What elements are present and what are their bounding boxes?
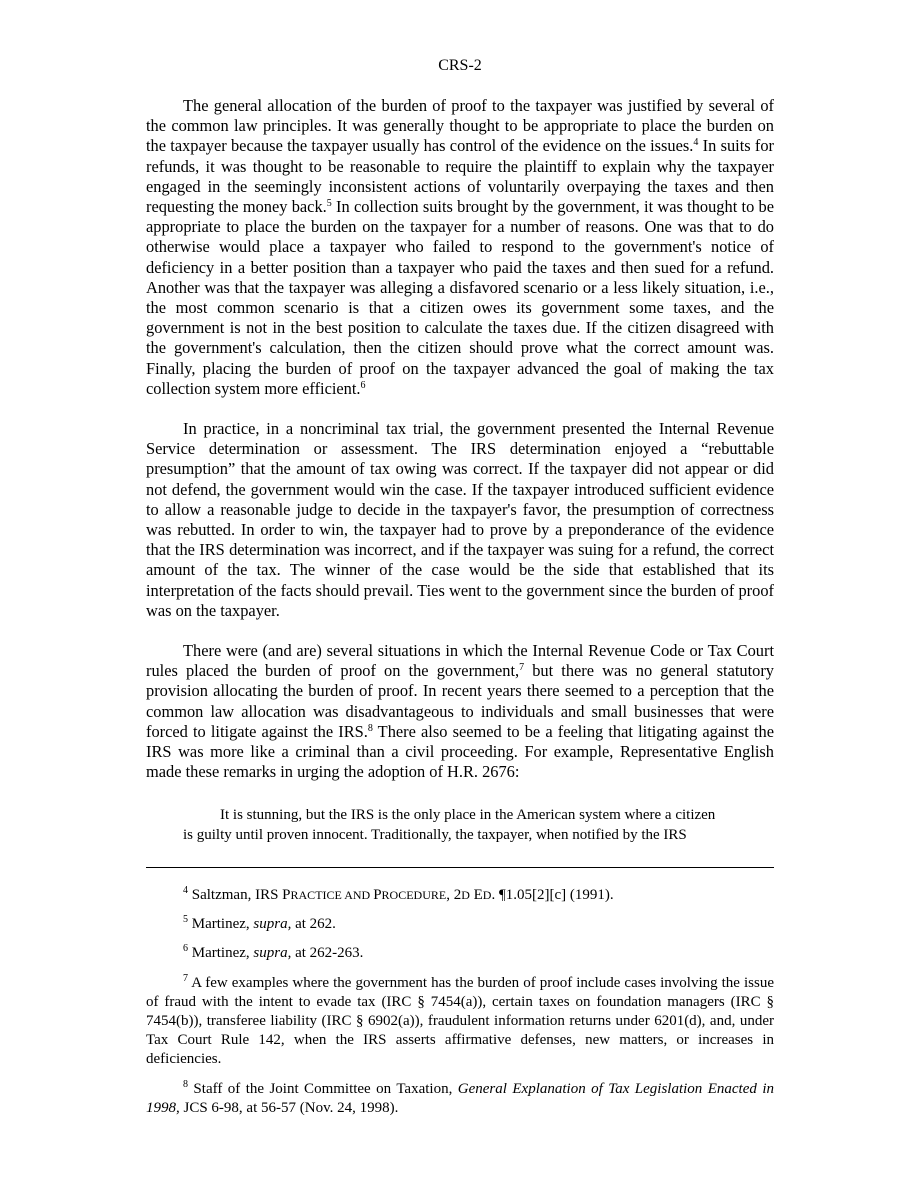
footnote-number: 6 bbox=[183, 943, 188, 955]
quote-line-2: is guilty until proven innocent. Traditionally, the taxpayer, when notified by the IRS bbox=[183, 826, 687, 843]
footnote-divider bbox=[146, 867, 774, 868]
footnote-ref-8[interactable]: 8 bbox=[367, 722, 373, 734]
footnotes-section bbox=[146, 886, 774, 1128]
footnote-ref-6[interactable]: 6 bbox=[360, 379, 366, 391]
quote-line-1: It is stunning, but the IRS is the only place in the American system where a citizen bbox=[220, 806, 716, 823]
footnote-number: 7 bbox=[183, 972, 188, 984]
footnote-number: 8 bbox=[183, 1078, 188, 1090]
body-text bbox=[146, 96, 774, 845]
block-quote bbox=[146, 805, 774, 845]
page-label: CRS-2 bbox=[438, 57, 482, 74]
footnote-5: $^5$ Martinez, supra, at 262. bbox=[183, 914, 336, 933]
paragraph-burden-allocation: The general allocation of the burden of proof to the taxpayer was justified by several of the common law principles. It was generally thought to be appropriate to place the burden on the taxpayer because the taxpayer usually has control of the evidence on the issues.$^4$ In suits for refunds, it was thought to be reasonable to require the plaintiff to explain why the taxpayer engaged in the seemingly inconsistent actions of voluntarily overpaying the taxes and then requesting the money back.$^5$ In collection suits brought by the government, it was thought to be appropriate to place the burden on the taxpayer for a number of reasons. One was that to do otherwise would place a taxpayer who failed to respond to the government's notice of deficiency in a better position than a taxpayer who paid the taxes and then sued for a refund. Another was that the taxpayer was alleging a disfavored scenario or a less likely situation, i.e., the most common scenario is that a citizen owes its government some taxes, and the government is not in the best position to calculate the taxes due. If the citizen disagreed with the government's calculation, then the citizen should prove what the correct amount was. Finally, placing the burden of proof on the taxpayer advanced the goal of making the tax collection system more efficient.$^6$ bbox=[146, 96, 775, 398]
footnote-7: $^7$ A few examples where the government has the burden of proof include cases involving the issue of fraud with the intent to evade tax (IRC § 7454(a)), certain taxes on foundation managers (IRC § 7454(b)), transferee liability (IRC § 6902(a)), fraudulent information returns under 6201(d), and, under Tax Court Rule 142, when the IRS asserts affirmative defenses, new matters, or increases in deficiencies. bbox=[146, 972, 774, 1068]
footnote-number: 4 bbox=[183, 885, 188, 896]
footnote-6: $^6$ Martinez, supra, at 262-263. bbox=[183, 943, 364, 962]
footnote-ref-4[interactable]: 4 bbox=[693, 137, 699, 149]
paragraph-noncriminal-trial: In practice, in a noncriminal tax trial, the government presented the Internal Revenue Service determination or assessment. The IRS determination enjoyed a “rebuttable presumption” that the amount of tax owing was correct. If the taxpayer did not appear or did not defend, the government would win the case. If the taxpayer introduced sufficient evidence to allow a reasonable judge to decide in the taxpayer's favor, the presumption of correctness was rebutted. In order to win, the taxpayer had to prove by a preponderance of the evidence that the IRS determination was incorrect, and if the taxpayer was suing for a refund, the correct amount of the tax. The winner of the case would be the side that established that its interpretation of the facts should prevail. Ties went to the government since the burden of proof was on the taxpayer. bbox=[146, 419, 774, 620]
footnote-4: $^4$ Saltzman, IRS PRACTICE AND PROCEDURE, 2D ED. ¶1.05[2][c] (1991). bbox=[183, 885, 614, 903]
paragraph-government-burden: There were (and are) several situations in which the Internal Revenue Code or Tax Court rules placed the burden of proof on the government,$^7$ but there was no general statutory provision allocating the burden of proof. In recent years there seemed to a perception that the common law allocation was disadvantageous to individuals and small businesses that were forced to litigate against the IRS.$^8$ There also seemed to be a feeling that litigating against the IRS was more like a criminal than a civil proceeding. For example, Representative English made these remarks in urging the adoption of H.R. 2676: bbox=[146, 641, 774, 782]
footnote-ref-7[interactable]: 7 bbox=[519, 662, 525, 674]
footnote-ref-5[interactable]: 5 bbox=[326, 198, 332, 210]
footnote-number: 5 bbox=[183, 914, 188, 926]
page-header bbox=[146, 56, 774, 76]
footnote-8: $^8$ Staff of the Joint Committee on Taxation, General Explanation of Tax Legislation Enacted in 1998, JCS 6-98, at 56-57 (Nov. 24, 1998). bbox=[146, 1078, 774, 1116]
